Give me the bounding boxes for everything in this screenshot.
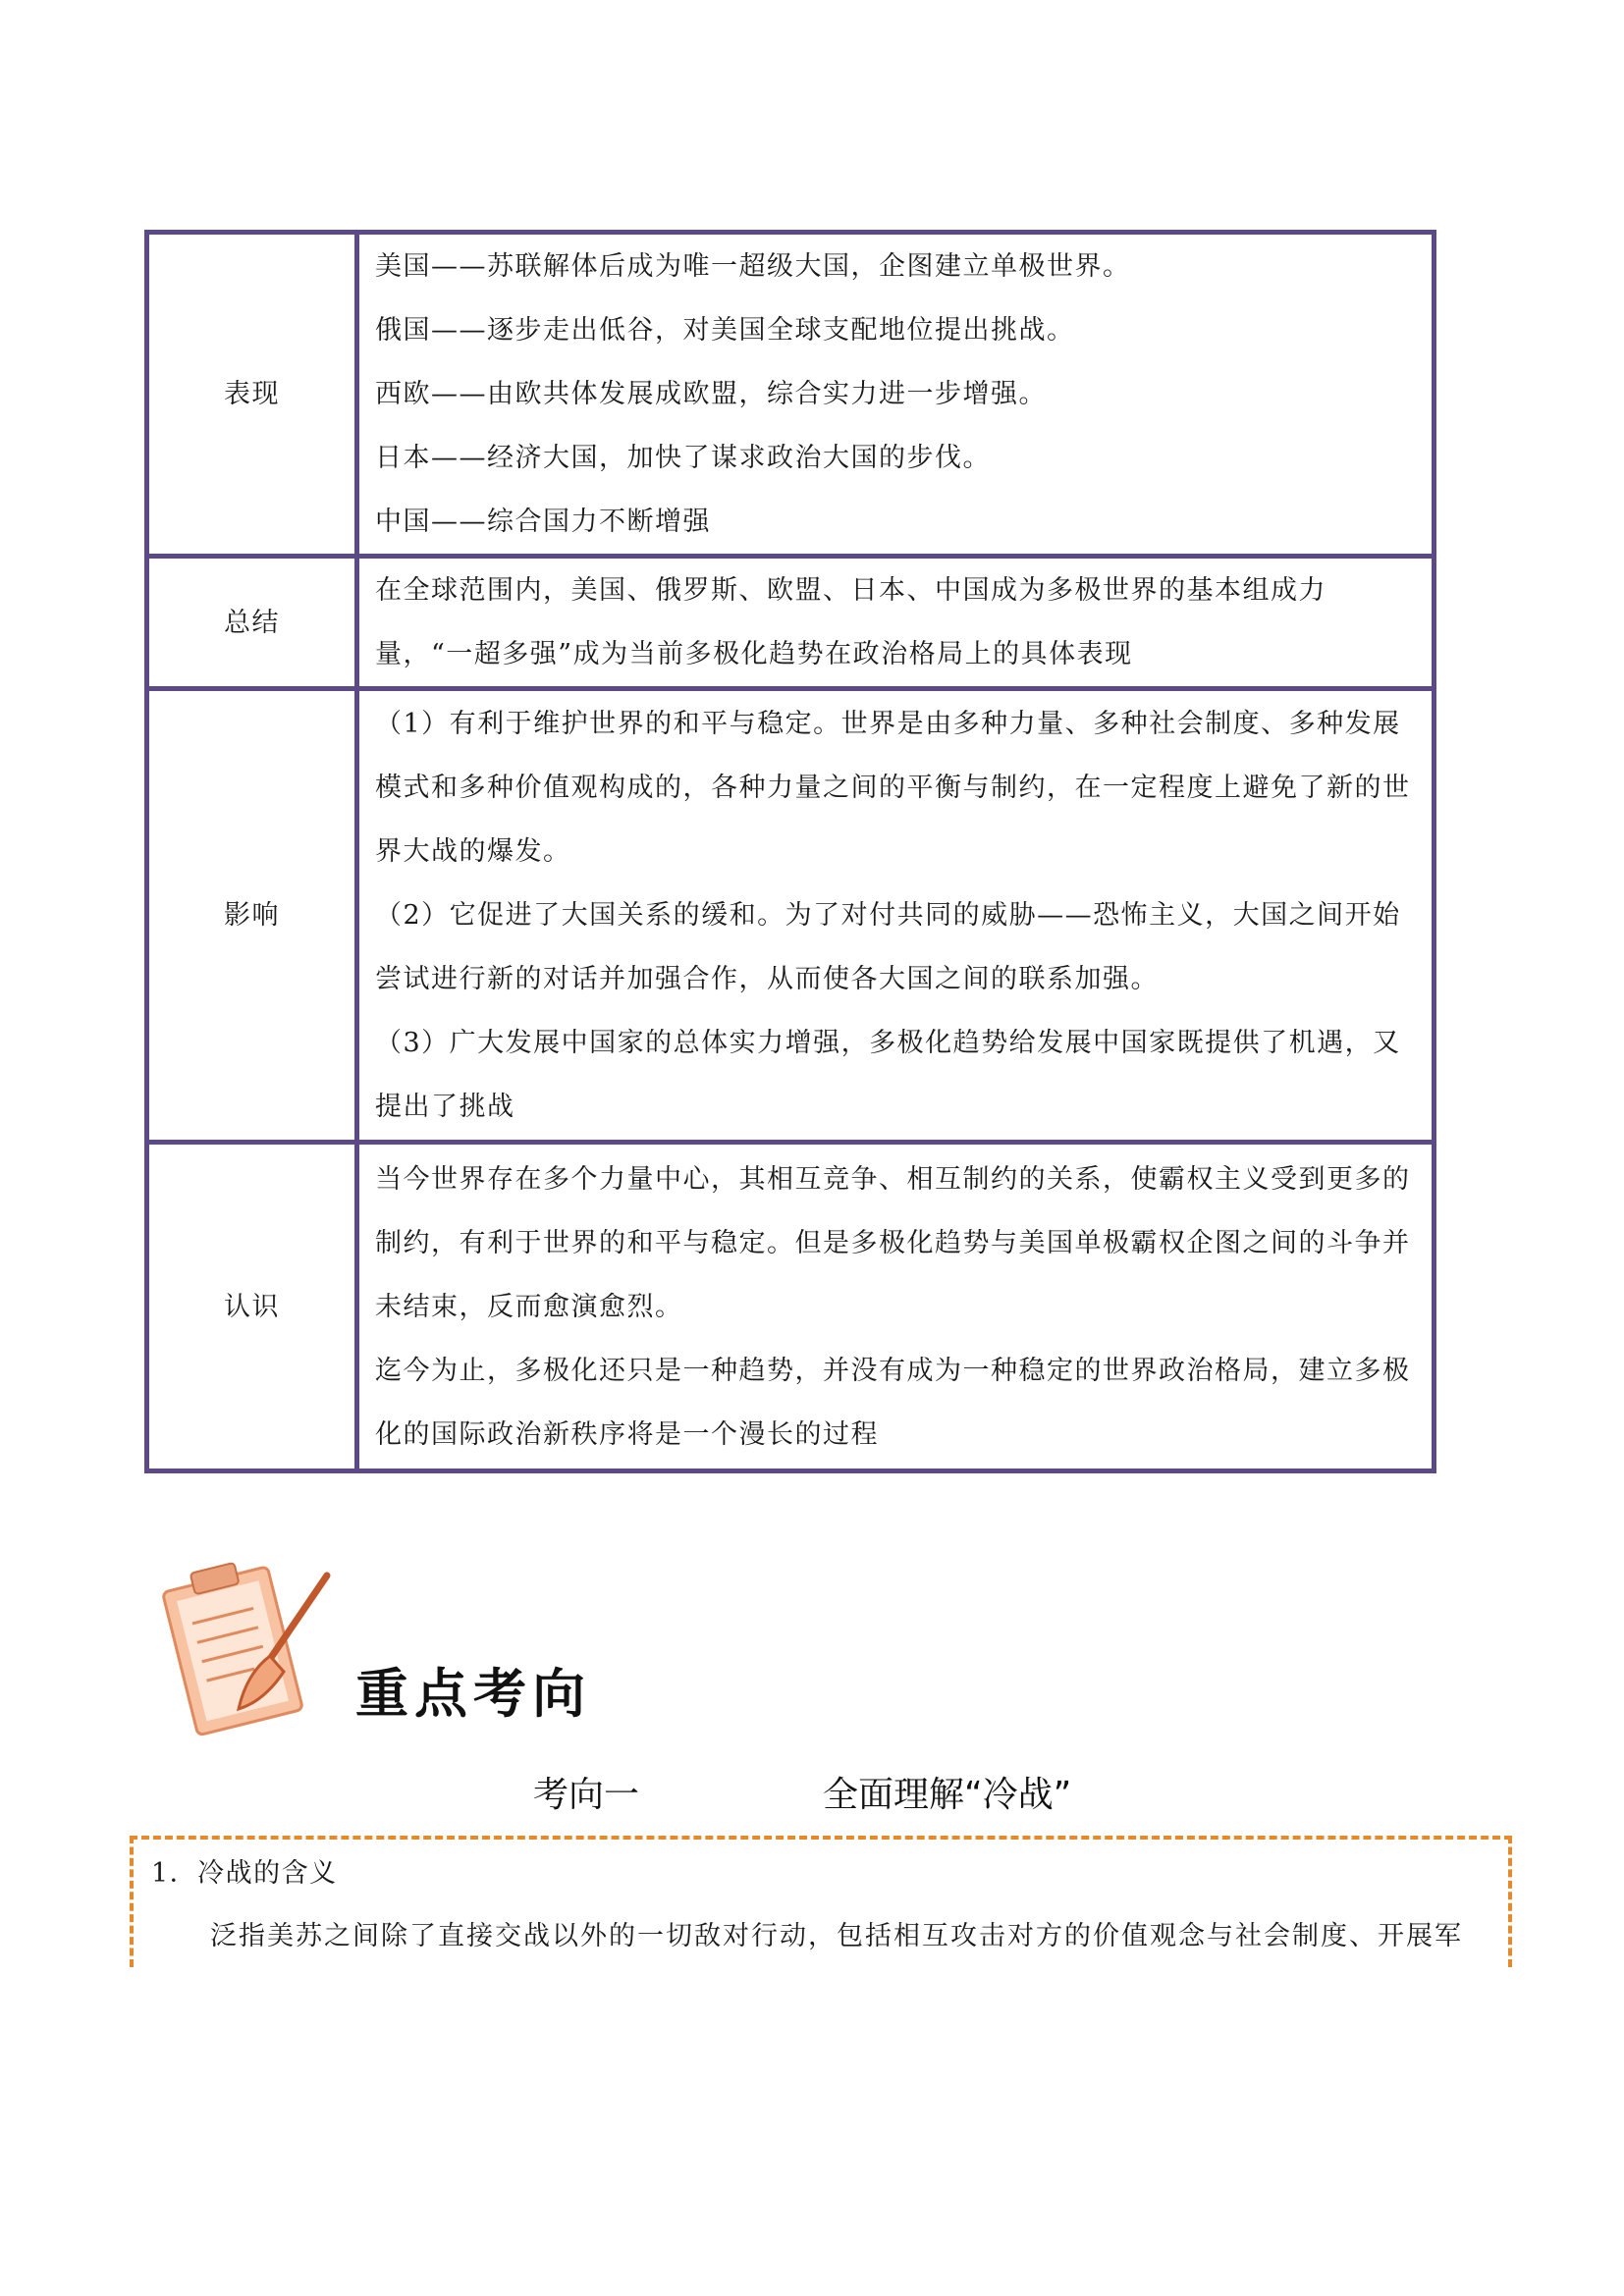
paragraph: 中国——综合国力不断增强 [375, 507, 711, 537]
section-heading: 重点考向 [355, 1663, 591, 1725]
clipboard-brush-icon [162, 1536, 349, 1742]
table-row [147, 689, 1435, 1143]
direction-number: 考向一 [533, 1775, 640, 1815]
summary-table [144, 230, 1436, 1473]
row-content [357, 557, 1435, 689]
item-text: 泛指美苏之间除了直接交战以外的一切敌对行动，包括相互攻击对方的价值观念与社会制度、开展军 [210, 1921, 1463, 1951]
paragraph: 在全球范围内，美国、俄罗斯、欧盟、日本、中国成为多极世界的基本组成力量，“一超多强”成为当前多极化趋势在政治格局上的具体表现 [375, 575, 1326, 669]
row-content [357, 233, 1435, 557]
paragraph: 美国——苏联解体后成为唯一超级大国，企图建立单极世界。 [375, 251, 1131, 282]
item-title: 1．冷战的含义 [151, 1858, 338, 1889]
direction-title: 全面理解“冷战” [823, 1775, 1072, 1815]
note-box [130, 1836, 1512, 1967]
summary-table-body [147, 233, 1435, 1471]
paragraph: 迄今为止，多极化还只是一种趋势，并没有成为一种稳定的世界政治格局，建立多极化的国际政治新秩序将是一个漫长的过程 [375, 1355, 1411, 1450]
table-row [147, 1143, 1435, 1471]
row-label: 认识 [147, 1143, 357, 1471]
row-content [357, 689, 1435, 1143]
row-label: 影响 [147, 689, 357, 1143]
paragraph: （1）有利于维护世界的和平与稳定。世界是由多种力量、多种社会制度、多种发展模式和多种价值观构成的，各种力量之间的平衡与制约，在一定程度上避免了新的世界大战的爆发。 [375, 709, 1411, 867]
row-label: 表现 [147, 233, 357, 557]
table-row [147, 233, 1435, 557]
paragraph: （3）广大发展中国家的总体实力增强，多极化趋势给发展中国家既提供了机遇，又提出了挑战 [375, 1028, 1401, 1122]
table-row [147, 557, 1435, 689]
direction-heading [0, 1767, 1624, 1826]
paragraph: 俄国——逐步走出低谷，对美国全球支配地位提出挑战。 [375, 315, 1075, 346]
paragraph: 日本——经济大国，加快了谋求政治大国的步伐。 [375, 443, 991, 473]
paragraph: 当今世界存在多个力量中心，其相互竞争、相互制约的关系，使霸权主义受到更多的制约，有利于世界的和平与稳定。但是多极化趋势与美国单极霸权企图之间的斗争并未结束，反而愈演愈烈。 [375, 1163, 1411, 1322]
paragraph: 西欧——由欧共体发展成欧盟，综合实力进一步增强。 [375, 379, 1047, 409]
paragraph: （2）它促进了大国关系的缓和。为了对付共同的威胁——恐怖主义，大国之间开始尝试进行新的对话并加强合作，从而使各大国之间的联系加强。 [375, 900, 1401, 994]
row-content [357, 1143, 1435, 1471]
row-label: 总结 [147, 557, 357, 689]
